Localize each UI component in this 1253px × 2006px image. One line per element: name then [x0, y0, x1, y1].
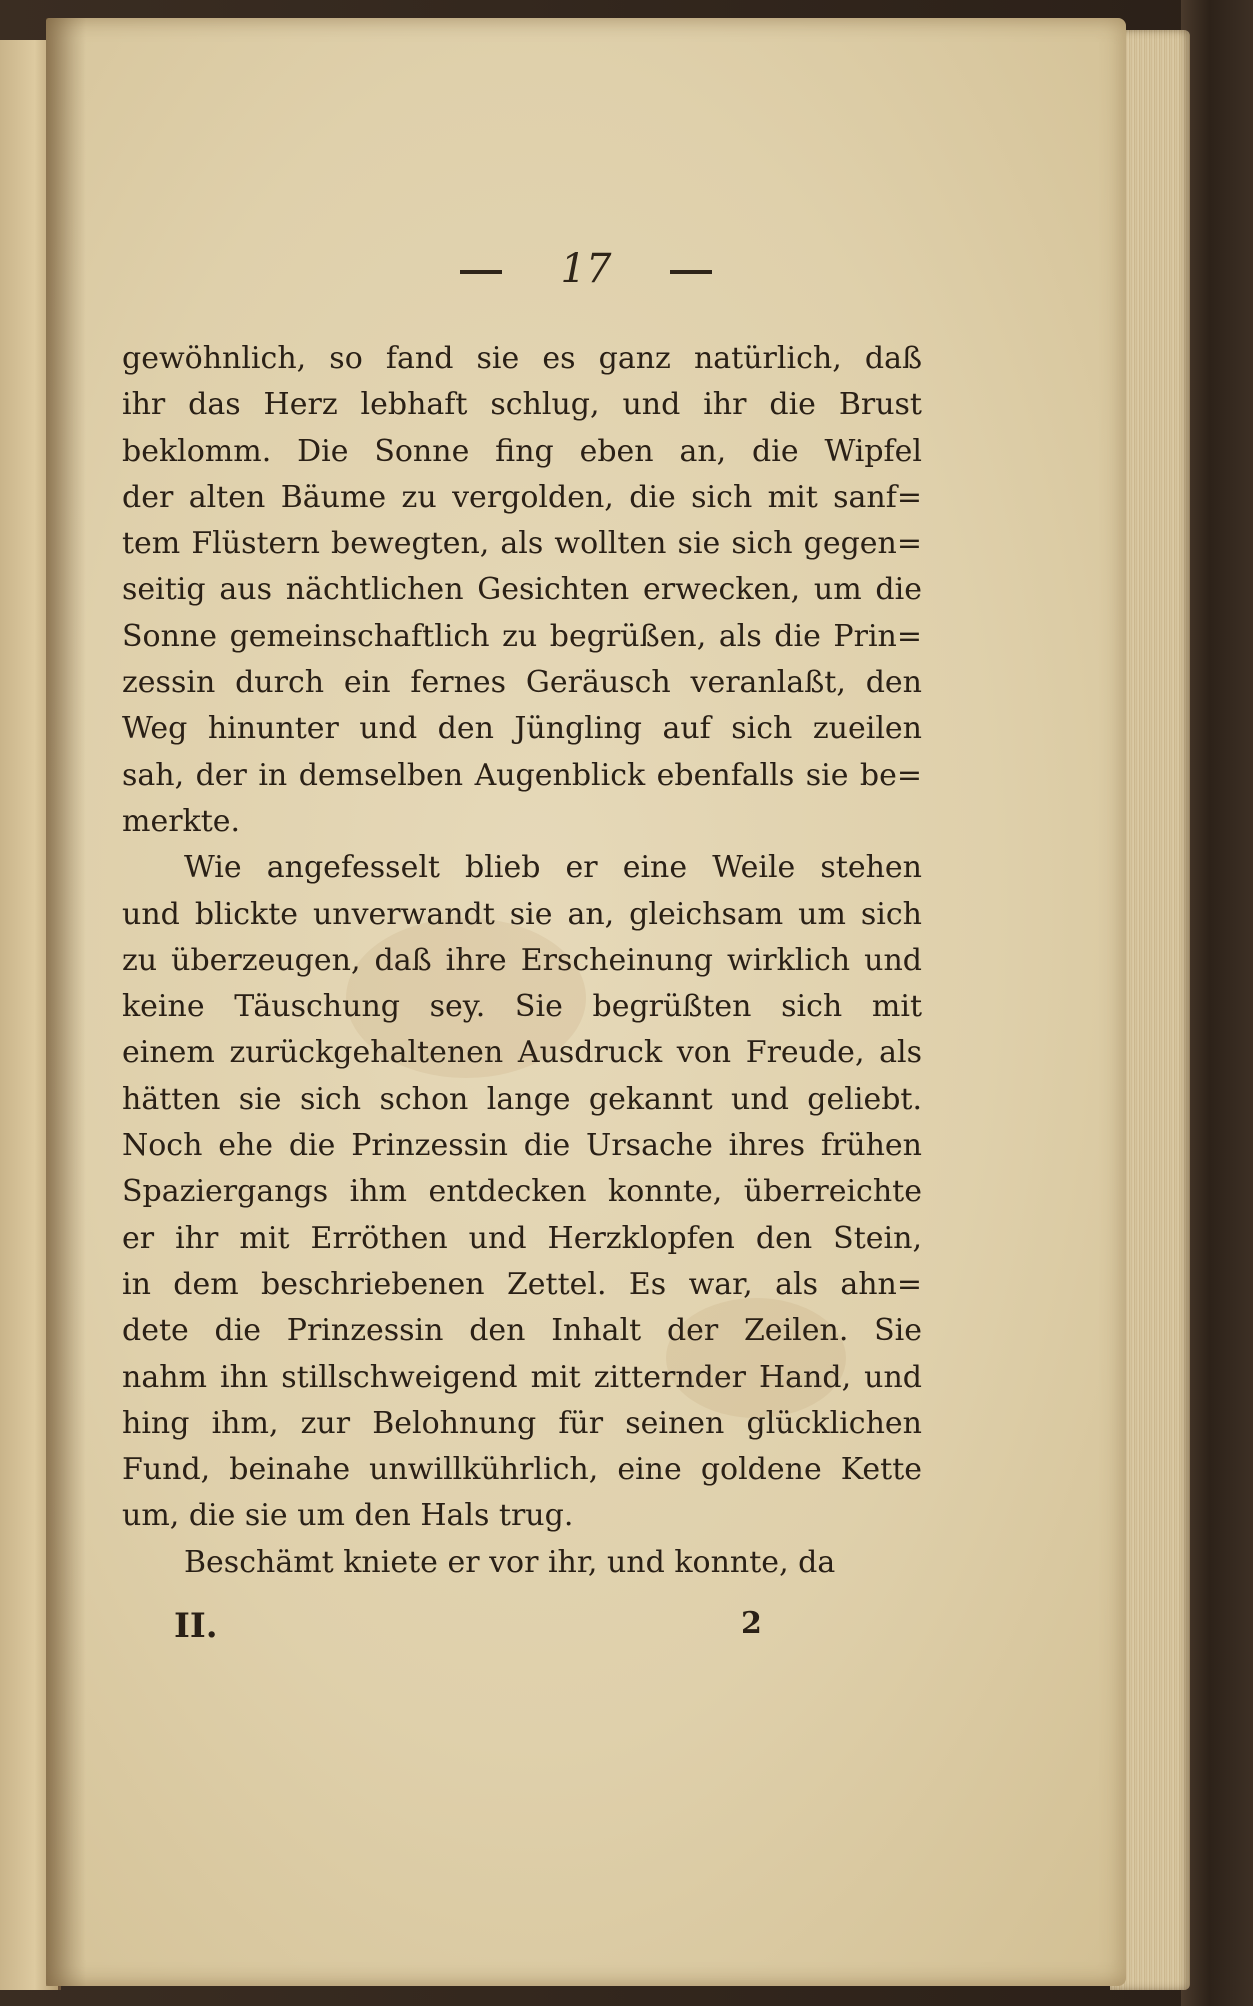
text-line: Weg hinunter und den Jüngling auf sich zueilen	[122, 711, 922, 747]
text-line: Sonne gemeinschaftlich zu begrüßen, als die Prin=	[122, 618, 922, 654]
text-line: keine Täuschung sey. Sie begrüßten sich mit	[122, 989, 922, 1025]
header-dash-right	[670, 270, 712, 274]
page-number: 17	[560, 246, 612, 292]
text-line: Wie angefesselt blieb er eine Weile stehen	[184, 850, 922, 886]
text-line: der alten Bäume zu vergolden, die sich mit sanf=	[122, 479, 922, 515]
text-line: beklomm. Die Sonne fing eben an, die Wipfel	[122, 433, 922, 469]
text-line: nahm ihn stillschweigend mit zitternder Hand, und	[122, 1359, 922, 1395]
text-line: sah, der in demselben Augenblick ebenfalls sie be=	[122, 757, 922, 793]
text-line: seitig aus nächtlichen Gesichten erwecken, um die	[122, 572, 922, 608]
text-line: und blickte unverwandt sie an, gleichsam um sich	[122, 896, 922, 932]
text-line: dete die Prinzessin den Inhalt der Zeilen. Sie	[122, 1313, 922, 1349]
header-dash-left	[460, 270, 502, 274]
text-line: zu überzeugen, daß ihre Erscheinung wirklich und	[122, 942, 922, 978]
text-line: um, die sie um den Hals trug.	[122, 1498, 574, 1534]
text-line: tem Flüstern bewegten, als wollten sie sich gegen=	[122, 526, 922, 562]
gutter-shadow	[46, 18, 86, 1986]
text-line: in dem beschriebenen Zettel. Es war, als ahn=	[122, 1266, 922, 1302]
text-line: Spaziergangs ihm entdecken konnte, überreichte	[122, 1174, 922, 1210]
text-line: hing ihm, zur Belohnung für seinen glücklichen	[122, 1405, 922, 1441]
text-line: hätten sie sich schon lange gekannt und geliebt.	[122, 1081, 922, 1117]
text-line: gewöhnlich, so fand sie es ganz natürlich, daß	[122, 341, 922, 376]
text-line: er ihr mit Erröthen und Herzklopfen den Stein,	[122, 1220, 922, 1256]
book-page	[46, 18, 1126, 1986]
text-line: merkte.	[122, 803, 241, 839]
text-line: zessin durch ein fernes Geräusch veranlaßt, den	[122, 665, 922, 701]
text-line: Beschämt kniete er vor ihr, und konnte, da	[184, 1544, 836, 1580]
body-text	[122, 336, 922, 1586]
gathering-number: 2	[741, 1606, 762, 1641]
volume-signature: II.	[174, 1606, 218, 1646]
running-header	[46, 246, 1126, 292]
text-line: Noch ehe die Prinzessin die Ursache ihres frühen	[122, 1128, 922, 1164]
text-line: Fund, beinahe unwillkührlich, eine goldene Kette	[122, 1452, 922, 1488]
text-line: einem zurückgehaltenen Ausdruck von Freude, als	[122, 1035, 922, 1071]
text-line: ihr das Herz lebhaft schlug, und ihr die Brust	[122, 387, 922, 423]
book-cover-edge	[1181, 0, 1253, 2006]
